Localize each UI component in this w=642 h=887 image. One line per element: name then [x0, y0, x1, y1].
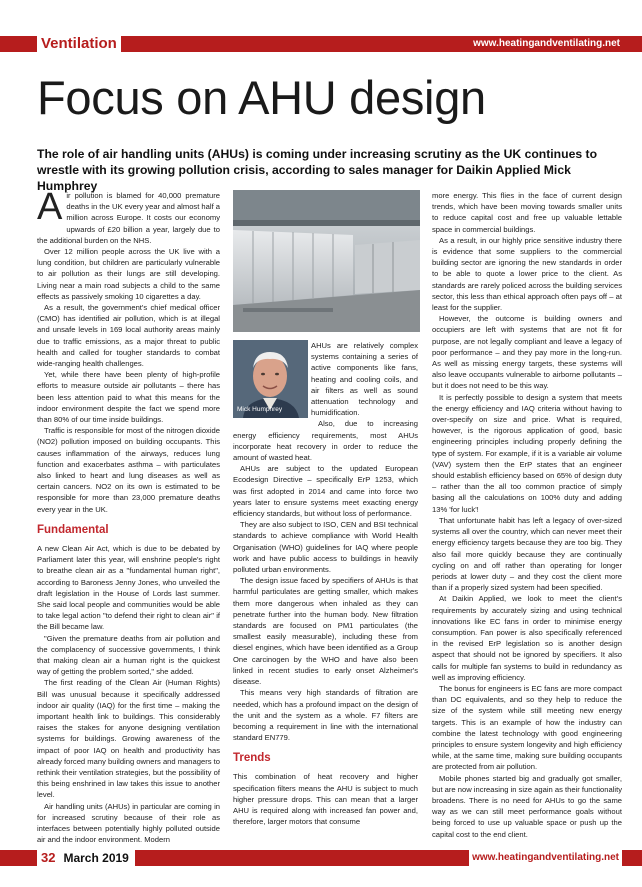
paragraph: "Given the premature deaths from air pollution and the complacency of successive governments, I think that making clean air a human right is the quickest way of getting the problem sorted," she added.: [37, 633, 220, 677]
portrait-spacer: [233, 340, 311, 420]
column-2: [233, 340, 418, 830]
paragraph: As a result, in our highly price sensitive industry there is evidence that some suppliers to the commercial building sector are ignoring the new standards in order to be able to quote a lower price to the client. As standards are rarely policed across the building services sector, this less than ethical approach often pays off – at least for the supplier.: [432, 235, 622, 313]
article-title: Focus on AHU design: [37, 71, 486, 124]
paragraph: more energy. This flies in the face of current design trends, which have been moving towards smaller units to reduce capital cost and free up valuable lettable space in commercial buildings.: [432, 191, 622, 234]
drop-cap: A: [37, 186, 63, 228]
paragraph: This combination of heat recovery and higher specification filters means the AHU is subject to much higher pressure drops. This can mean that a larger AHU is required along with increased fan power and, therefore, larger motors that consume: [233, 772, 418, 827]
article-standfirst: The role of air handling units (AHUs) is coming under increasing scrutiny as the UK continues to wrestle with its growing pollution crisis, according to sales manager for Daikin Applied Mick Humphrey: [37, 147, 598, 193]
paragraph: The first reading of the Clean Air (Human Rights) Bill was unusual because it specifically addressed indoor air quality (IAQ) for the first time – making the important health link to buildings. This considerably raises the stakes for anyone designing ventilation systems for buildings. Growing awareness of the impact of poor IAQ on health and productivity has already forced many building owners and managers to rethink their ventilation strategies, but the possibility of this being enshrined in law takes this issue to another level.: [37, 678, 220, 800]
header-url[interactable]: www.heatingandventilating.net: [473, 38, 620, 49]
paragraph: That unfortunate habit has left a legacy of over-sized systems all over the country, which can never meet their energy efficiency targets because they are too big. They also fail more quickly because they are continually cycling on and off rather than operating for longer periods at lower duty – and they cost the client more than if a properly sized system had been specified.: [432, 515, 622, 593]
page-number: 32: [41, 850, 56, 865]
paragraph: AHUs are subject to the updated European Ecodesign Directive – specifically ErP 1253, which was first adopted in 2014 and came into force two years later to ensure systems meet exacting energy efficiency standards, but without loss of performance.: [233, 464, 418, 519]
paragraph: Yet, while there have been plenty of high-profile efforts to measure outside air pollutants – there has been less attention paid to what this means for the indoor environment despite the fact we spend more than 80% of our time inside buildings.: [37, 370, 220, 425]
paragraph: Mobile phones started big and gradually got smaller, but are now increasing in size again as their functionality broadens. There is no need for AHUs to go the same way as we can still meet performance goals without being forced to use up valuable space or push up the capital cost to the end client.: [432, 773, 622, 839]
paragraph: As a result, the government's chief medical officer (CMO) has identified air pollution, which is at illegal and unsafe levels in 169 local authority areas mainly due to traffic emissions, as a major threat to public health and called for tougher standards to combat wide-ranging health challenges.: [37, 303, 220, 369]
portrait-caption: Mick Humphrey: [237, 406, 283, 413]
issue-date: March 2019: [63, 851, 129, 865]
paragraph: Air handling units (AHUs) in particular are coming in for increased scrutiny because of their role as interfaces between potentially highly polluted outside air and the indoor environment. Modern: [37, 801, 220, 845]
subheading-trends: Trends: [233, 752, 271, 765]
paragraph: The design issue faced by specifiers of AHUs is that harmful particulates are getting smaller, which makes them more dangerous when inhaled as they can penetrate further into the human body. New filtration standards are focused on PM1 particulates (the smallest easily measurable), including these from diesel engines, which have been identified as a Group One carcinogen by the WHO and have also been linked in recent studies to early onset Alzheimer's disease.: [233, 576, 418, 687]
paragraph: A new Clean Air Act, which is due to be debated by Parliament later this year, will enshrine people's right to breathe clean air as a "fundamental human right", according to Baroness Jenny Jones, who unveiled the draft legislation in the House of Lords last summer. She said local people and communities would be able to take legal action "to defend their right to clean air" if the Bill became law.: [37, 543, 220, 632]
paragraph: At Daikin Applied, we look to meet the client's requirements by accurately sizing and using technical innovations like EC fans in order to minimise energy consumption. Fan power is also specifically referenced in the revised ErP legislation so is another design aspect that should not be ignored by specifiers. It also calls for multiple fan systems to build in redundancy as well as improving efficiency.: [432, 594, 622, 682]
paragraph: Also, due to increasing energy efficiency requirements, most AHUs incorporate heat recovery in order to reduce the amount of wasted heat.: [233, 419, 418, 463]
ahu-units-photo: [233, 190, 420, 332]
paragraph: Over 12 million people across the UK live with a lung condition, but children are particularly vulnerable to air pollution as their lungs are still developing. Living near a main road subjects a child to the same effects as passively smoking 10 cigarettes a day.: [37, 247, 220, 301]
footer-url[interactable]: www.heatingandventilating.net: [469, 850, 622, 866]
column-1: [37, 186, 221, 845]
paragraph: They are also subject to ISO, CEN and BSI technical standards to achieve compliance with World Health Organisation (WHO) guidelines for IAQ where people work and have public access to buildings in heavily polluted urban environments.: [233, 520, 418, 575]
paragraph: It is perfectly possible to design a system that meets the energy efficiency and IAQ criteria without having to over-specify on size and price. What is required, however, is the rigorous application of good, basic engineering principles including properly defining the type of system. For example, if it is a variable air volume (VAV) system then the ErP states that an engineer should establish efficiency based on 65% of design duty – rather than the all too common practice of simply basing all the calculations on 100% duty and adding 13% 'for luck'!: [432, 392, 622, 514]
footer-page-info: [37, 850, 135, 866]
paragraph: AHUs are relatively complex systems containing a series of active components like fans, heating and cooling coils, and air filters as well as sound attenuation technology and humidification.: [311, 341, 418, 418]
subheading-fundamental: Fundamental: [37, 523, 109, 536]
paragraph: Traffic is responsible for most of the nitrogen dioxide (NO2) pollution imposed on building occupants. This causes inflammation of the airways, reduces lung function and exacerbates asthma – with particulates also linked to heart and lung diseases as well as certain cancers. NO2 on its own is estimated to be responsible for more than 23,000 premature deaths every year in the UK.: [37, 426, 220, 514]
paragraph: This means very high standards of filtration are needed, which has a profound impact on the design of the unit and the system as a whole. F7 filters are becoming a requirement in line with the international standard EN779.: [233, 688, 418, 743]
paragraph: The bonus for engineers is EC fans are more compact than DC equivalents, and so they help to reduce the size of the system while still meeting new energy targets. This is an example of how the industry can combine the latest technology with good engineering principles to ensure system longevity and high efficiency while, at the same time, making sure building occupants are protected from air pollution.: [432, 683, 622, 772]
column-3: [432, 190, 622, 839]
paragraph: Air pollution is blamed for 40,000 premature deaths in the UK every year and almost half a million across Europe. It costs our economy upwards of £20 billion a year, largely due to the additional burden on the NHS.: [37, 186, 221, 245]
section-label: Ventilation: [37, 36, 121, 52]
paragraph: However, the outcome is building owners and occupiers are left with systems that are not fit for purpose, are not legally compliant and leave a legacy of poor performance – and they pay more in the long-run. As well as missing energy targets, these systems will also leave occupants vulnerable to airborne pollutants – but it does not need to be this way.: [432, 314, 622, 391]
